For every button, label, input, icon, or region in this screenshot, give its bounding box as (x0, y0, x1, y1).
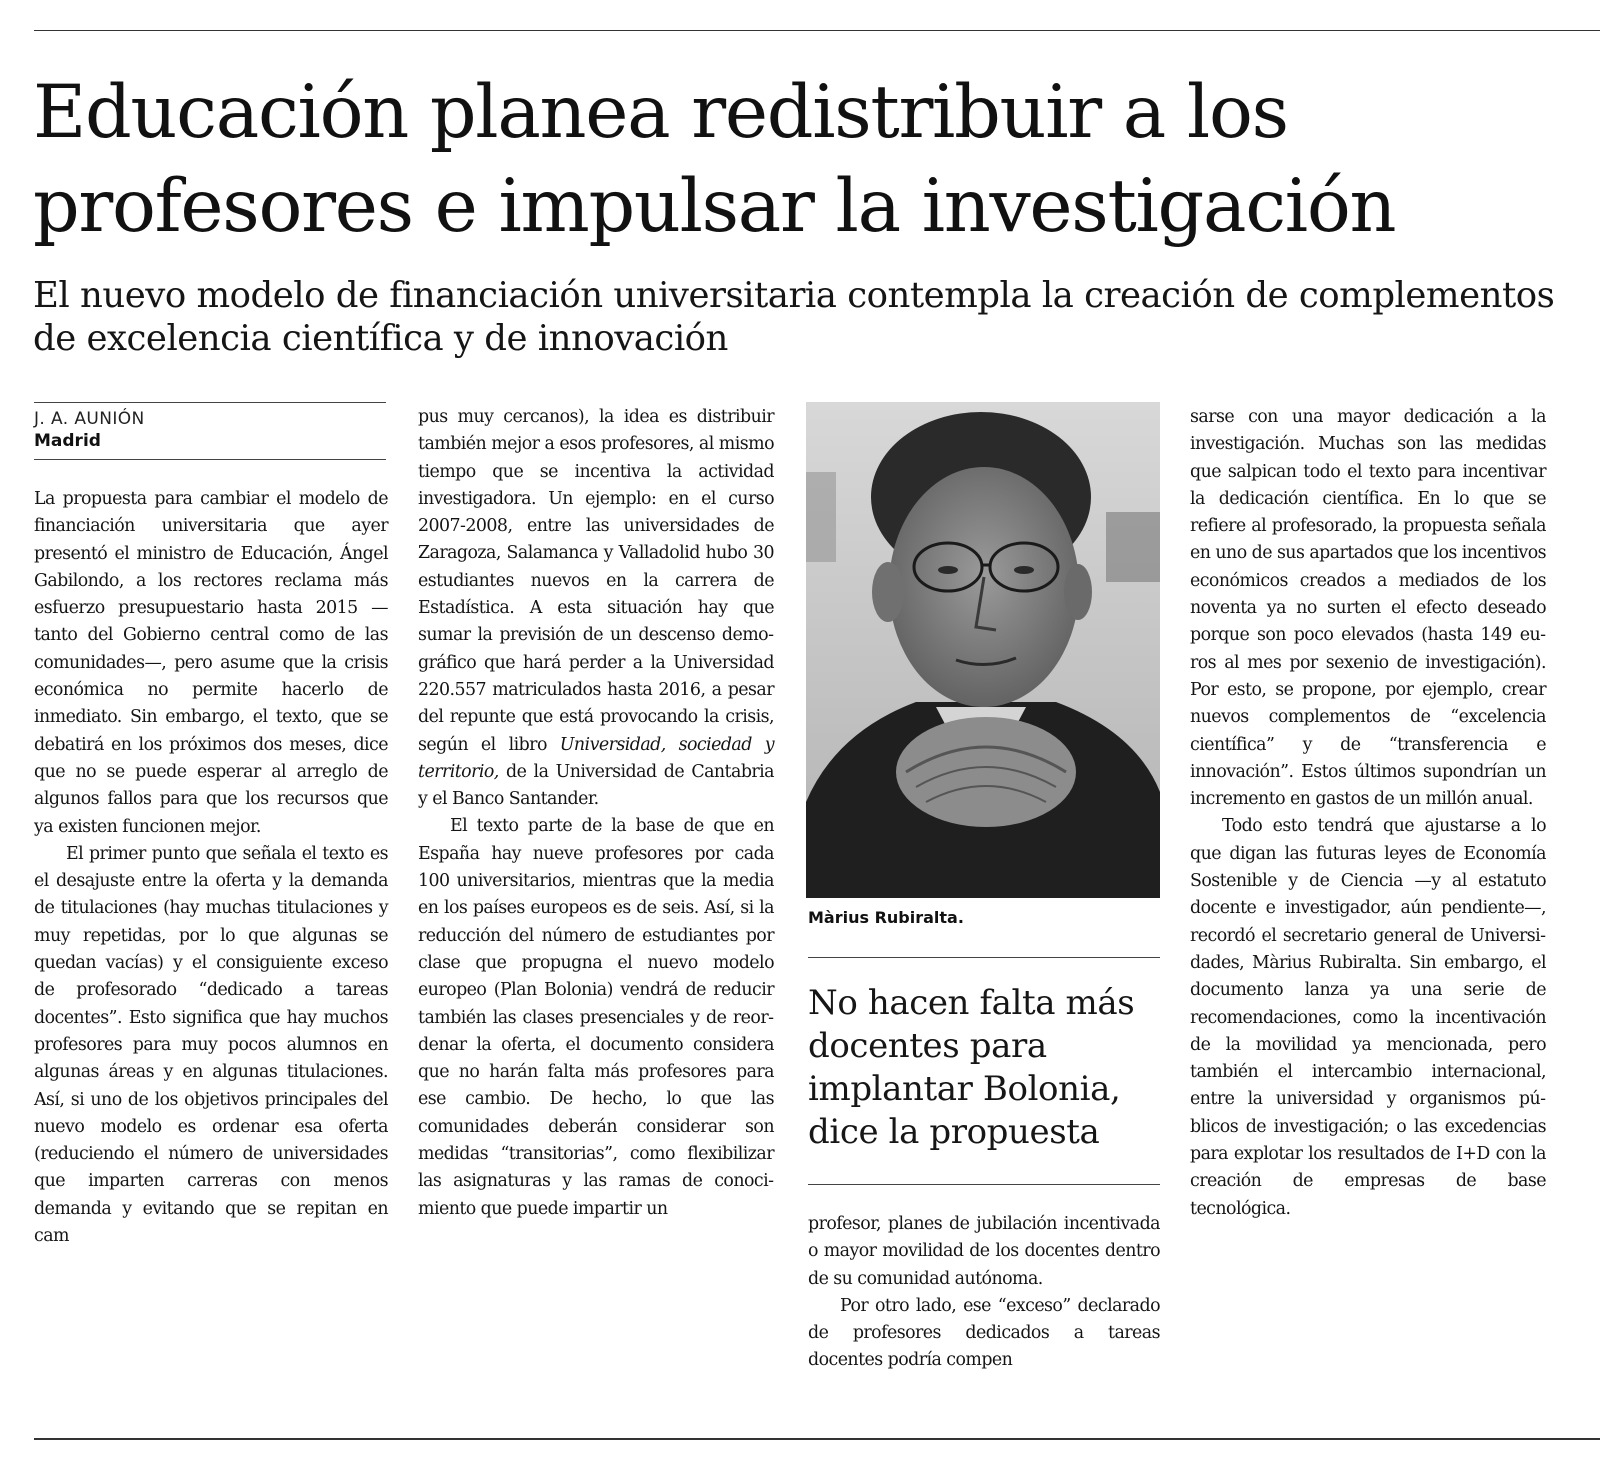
portrait-photo (806, 402, 1160, 898)
pullquote-bottom-rule (808, 1184, 1160, 1185)
paragraph: Por otro lado, ese “exceso” declarado de profesores dedicados a tareas docentes podría compen (808, 1295, 1160, 1371)
pullquote-top-rule (808, 957, 1160, 958)
paragraph: La propuesta para cambiar el modelo de financiación universitaria que ayer presentó el ministro de Educación, Ángel Gabilondo, a los rectores reclama más esfuerzo presupuestario hasta 2015 —tanto del Gobierno central como de las comunidades—, pero asume que la crisis económica no permite hacerlo de inmediato. Sin embargo, el texto, que se debatirá en los próximos dos meses, dice que no se puede esperar al arreglo de algunos fallos para que los recursos que ya existen funcionen mejor. (34, 489, 388, 837)
paragraph: El primer punto que señala el texto es el desajuste entre la oferta y la demanda de titulaciones (hay muchas titulaciones y muy repetidas, por lo que algunas se quedan vacías) y el consiguiente exceso de profesorado “dedicado a tareas docentes”. Esto significa que hay muchos profesores para muy pocos alumnos en algunas áreas y en algunas titulaciones. Así, si uno de los objetivos principales del nuevo modelo es ordenar esa oferta (reduciendo el número de universidades que imparten carreras con menos demanda y evitando que se repitan en cam (34, 843, 388, 1247)
bottom-rule (34, 1438, 1600, 1440)
byline (34, 408, 145, 452)
subheadline: El nuevo modelo de financiación universitaria contempla la creación de complementos de excelencia científica y de innovación (33, 275, 1555, 359)
byline-place: Madrid (34, 431, 101, 451)
article-column-3 (808, 1211, 1160, 1375)
paragraph: profesor, planes de jubilación incentivada o mayor movilidad de los docentes dentro de su comunidad autónoma. (808, 1214, 1160, 1289)
book-title: Universidad, sociedad y territorio, (418, 734, 775, 782)
byline-author: J. A. AUNIÓN (34, 409, 145, 429)
paragraph (418, 404, 774, 813)
headline: Educación planea redistribuir a los profesores e impulsar la investigación (33, 70, 1396, 249)
byline-top-rule (34, 402, 386, 403)
paragraph-text: pus muy cercanos), la idea es distribuir también mejor a esos profesores, al mismo tiempo que se incentiva la actividad investigadora. Un ejemplo: en el curso 2007-2008, entre las universidades de Zaragoza, Salamanca y Valladolid hubo 30 estudiantes nuevos en la carrera de Estadística. A esta situación hay que sumar la previsión de un descenso demográfico que hará perder a la Universidad 220.557 matriculados hasta 2016, a pesar del repunte que está provocando la crisis, según el libro (418, 407, 774, 755)
paragraph: sarse con una mayor dedicación a la investigación. Muchas son las medidas que salpican todo el texto para incentivar la dedicación científica. En lo que se refiere al profesorado, la propuesta señala en uno de sus apartados que los incentivos económicos creados a mediados de los noventa ya no surten el efecto deseado porque son poco elevados (hasta 149 euros al mes por sexenio de investigación). Por esto, se propone, por ejemplo, crear nuevos complementos de “excelencia científica” y de “transferencia e innovación”. Estos últimos supondrían un incremento en gastos de un millón anual. (1190, 407, 1546, 810)
portrait-illustration (806, 402, 1160, 898)
article-column-1 (34, 486, 388, 1250)
top-rule (34, 30, 1600, 31)
pull-quote: No hacen falta más docentes para implantar Bolonia, dice la propuesta (808, 983, 1135, 1152)
paragraph: Todo esto tendrá que ajustarse a lo que digan las futuras leyes de Economía Sostenible y de Ciencia —y al estatuto docente e investigador, aún pendiente—, recordó el secretario general de Universidades, Màrius Rubiralta. Sin embargo, el documento lanza ya una serie de recomendaciones, como la incentivación de la movilidad ya mencionada, pero también el intercambio internacional, entre la universidad y organismos públicos de investigación; o las excedencias para explotar los resultados de I+D con la creación de empresas de base tecnológica. (1190, 816, 1546, 1219)
photo-caption: Màrius Rubiralta. (808, 908, 964, 927)
article-column-4 (1190, 404, 1546, 1223)
paragraph-text: de la Universidad de Cantabria y el Banco Santander. (418, 761, 774, 810)
byline-bottom-rule (34, 459, 386, 460)
article-column-2 (418, 404, 774, 1223)
paragraph: El texto parte de la base de que en España hay nueve profesores por cada 100 universitarios, mientras que la media en los países europeos es de seis. Así, si la reducción del número de estudiantes por clase que propugna el nuevo modelo europeo (Plan Bolonia) vendrá de reducir también las clases presenciales y de reordenar la oferta, el documento considera que no harán falta más profesores para ese cambio. De hecho, lo que las comunidades deberán considerar son medidas “transitorias”, como flexibilizar las asignaturas y las ramas de conocimiento que puede impartir un (418, 816, 774, 1219)
